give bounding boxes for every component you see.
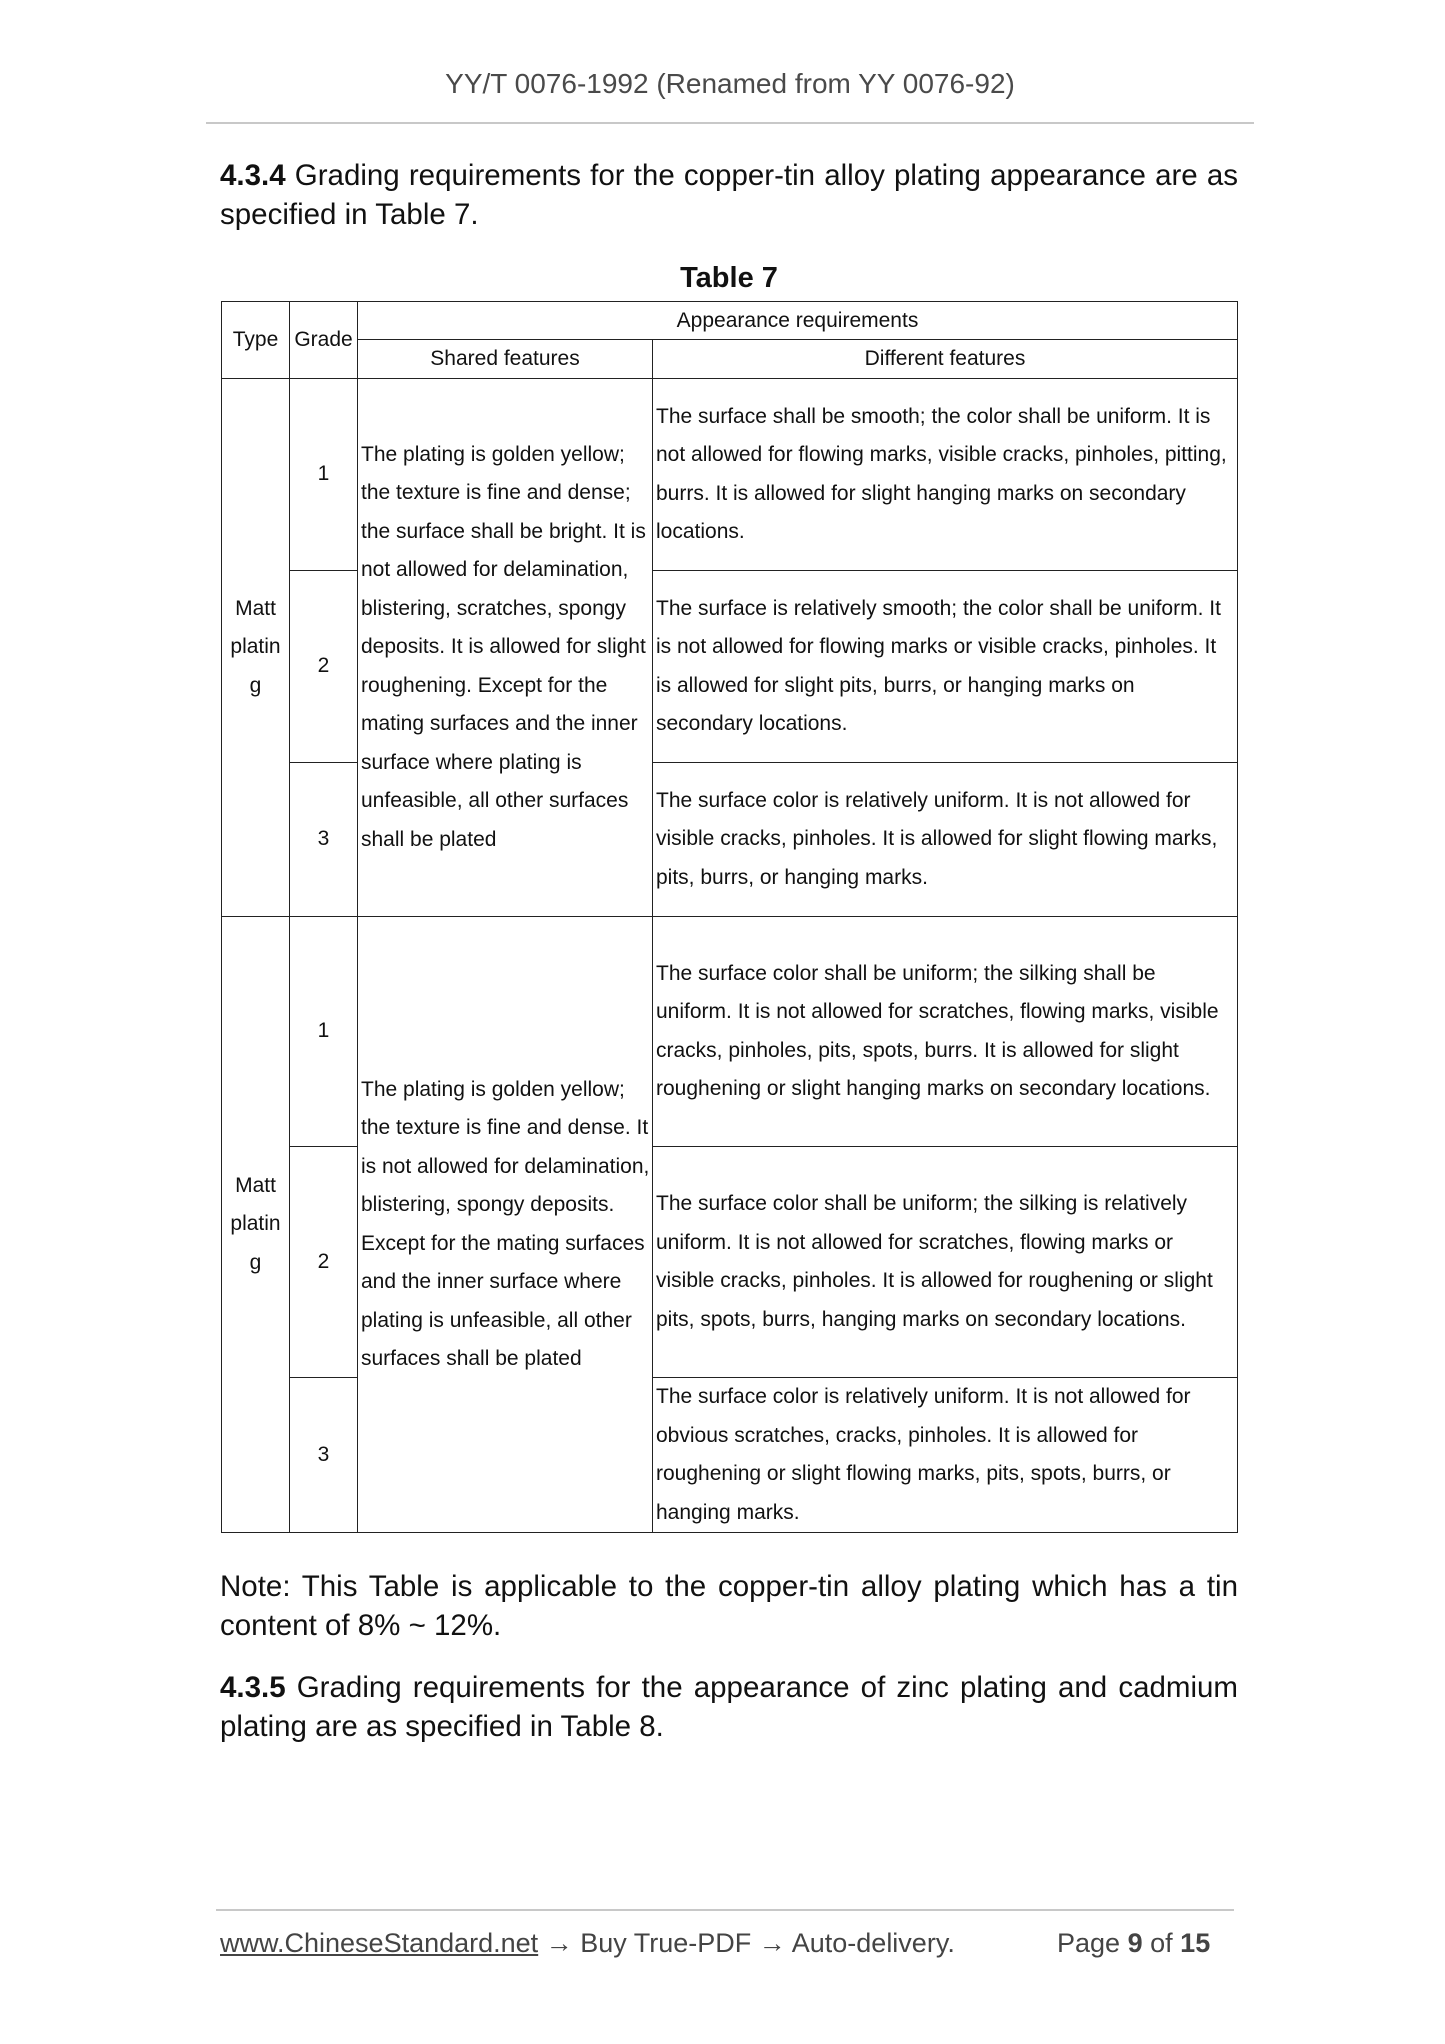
table-title: Table 7: [680, 262, 778, 294]
col-header-different: Different features: [653, 340, 1238, 379]
table-row: [222, 379, 1238, 571]
type-cell: Matt platin g: [222, 917, 290, 1533]
clause-4-3-4: [220, 156, 1238, 234]
clause-number: 4.3.5: [220, 1671, 286, 1704]
clause-text: Grading requirements for the copper-tin alloy plating appearance are as specified in Table 7.: [220, 159, 1238, 231]
footer-divider: [216, 1909, 1234, 1911]
type-cell: Matt platin g: [222, 379, 290, 917]
appearance-table: [221, 301, 1238, 1533]
grade-cell: 3: [290, 763, 358, 917]
grade-cell: 1: [290, 917, 358, 1147]
clause-number: 4.3.4: [220, 159, 286, 192]
grade-cell: 3: [290, 1378, 358, 1533]
col-header-grade: Grade: [290, 302, 358, 379]
website-link[interactable]: www.ChineseStandard.net: [220, 1928, 539, 1958]
page-current: 9: [1127, 1928, 1143, 1958]
different-features-cell: The surface color is relatively uniform. It is not allowed for obvious scratches, cracks, pinholes. It is allowed for roughening or slight flowing marks, pits, spots, burrs, or hanging marks.: [653, 1378, 1238, 1533]
page-number: [1057, 1928, 1210, 1959]
footer-promo: [220, 1928, 955, 1959]
shared-features-cell: The plating is golden yellow; the texture is fine and dense; the surface shall be bright. It is not allowed for delamination, blistering, scratches, spongy deposits. It is allowed for slight roughening. Except for the mating surfaces and the inner surface where plating is unfeasible, all other surfaces shall be plated: [358, 379, 653, 917]
table-row: [222, 917, 1238, 1147]
different-features-cell: The surface is relatively smooth; the color shall be uniform. It is not allowed for flowing marks or visible cracks, pinholes. It is allowed for slight pits, burrs, or hanging marks on secondary locations.: [653, 571, 1238, 763]
page-of-label: of: [1150, 1928, 1173, 1958]
grade-cell: 2: [290, 571, 358, 763]
col-header-type: Type: [222, 302, 290, 379]
different-features-cell: The surface color shall be uniform; the silking shall be uniform. It is not allowed for scratches, flowing marks, visible cracks, pinholes, pits, spots, burrs. It is allowed for slight roughening or slight hanging marks on secondary locations.: [653, 917, 1238, 1147]
grade-cell: 1: [290, 379, 358, 571]
footer-promo-text: → Buy True-PDF → Auto-delivery.: [538, 1928, 955, 1958]
table-note: Note: This Table is applicable to the copper-tin alloy plating which has a tin content of 8% ~ 12%.: [220, 1570, 1238, 1642]
different-features-cell: The surface shall be smooth; the color shall be uniform. It is not allowed for flowing marks, visible cracks, pinholes, pitting, burrs. It is allowed for slight hanging marks on secondary locations.: [653, 379, 1238, 571]
clause-text: Grading requirements for the appearance of zinc plating and cadmium plating are as specified in Table 8.: [220, 1671, 1238, 1743]
different-features-cell: The surface color is relatively uniform. It is not allowed for visible cracks, pinholes. It is allowed for slight flowing marks, pits, burrs, or hanging marks.: [653, 763, 1238, 917]
page-total: 15: [1180, 1928, 1211, 1958]
col-header-appearance: Appearance requirements: [358, 302, 1238, 340]
col-header-shared: Shared features: [358, 340, 653, 379]
different-features-cell: The surface color shall be uniform; the silking is relatively uniform. It is not allowed for scratches, flowing marks or visible cracks, pinholes. It is allowed for roughening or slight pits, spots, burrs, hanging marks on secondary locations.: [653, 1147, 1238, 1378]
grade-cell: 2: [290, 1147, 358, 1378]
shared-features-cell: The plating is golden yellow; the texture is fine and dense. It is not allowed for delamination, blistering, spongy deposits. Except for the mating surfaces and the inner surface where plating is unfeasible, all other surfaces shall be plated: [358, 917, 653, 1533]
page-header: YY/T 0076-1992 (Renamed from YY 0076-92): [445, 68, 1015, 99]
page-label: Page: [1057, 1928, 1121, 1958]
header-divider: [206, 122, 1254, 124]
clause-4-3-5: [220, 1668, 1238, 1746]
